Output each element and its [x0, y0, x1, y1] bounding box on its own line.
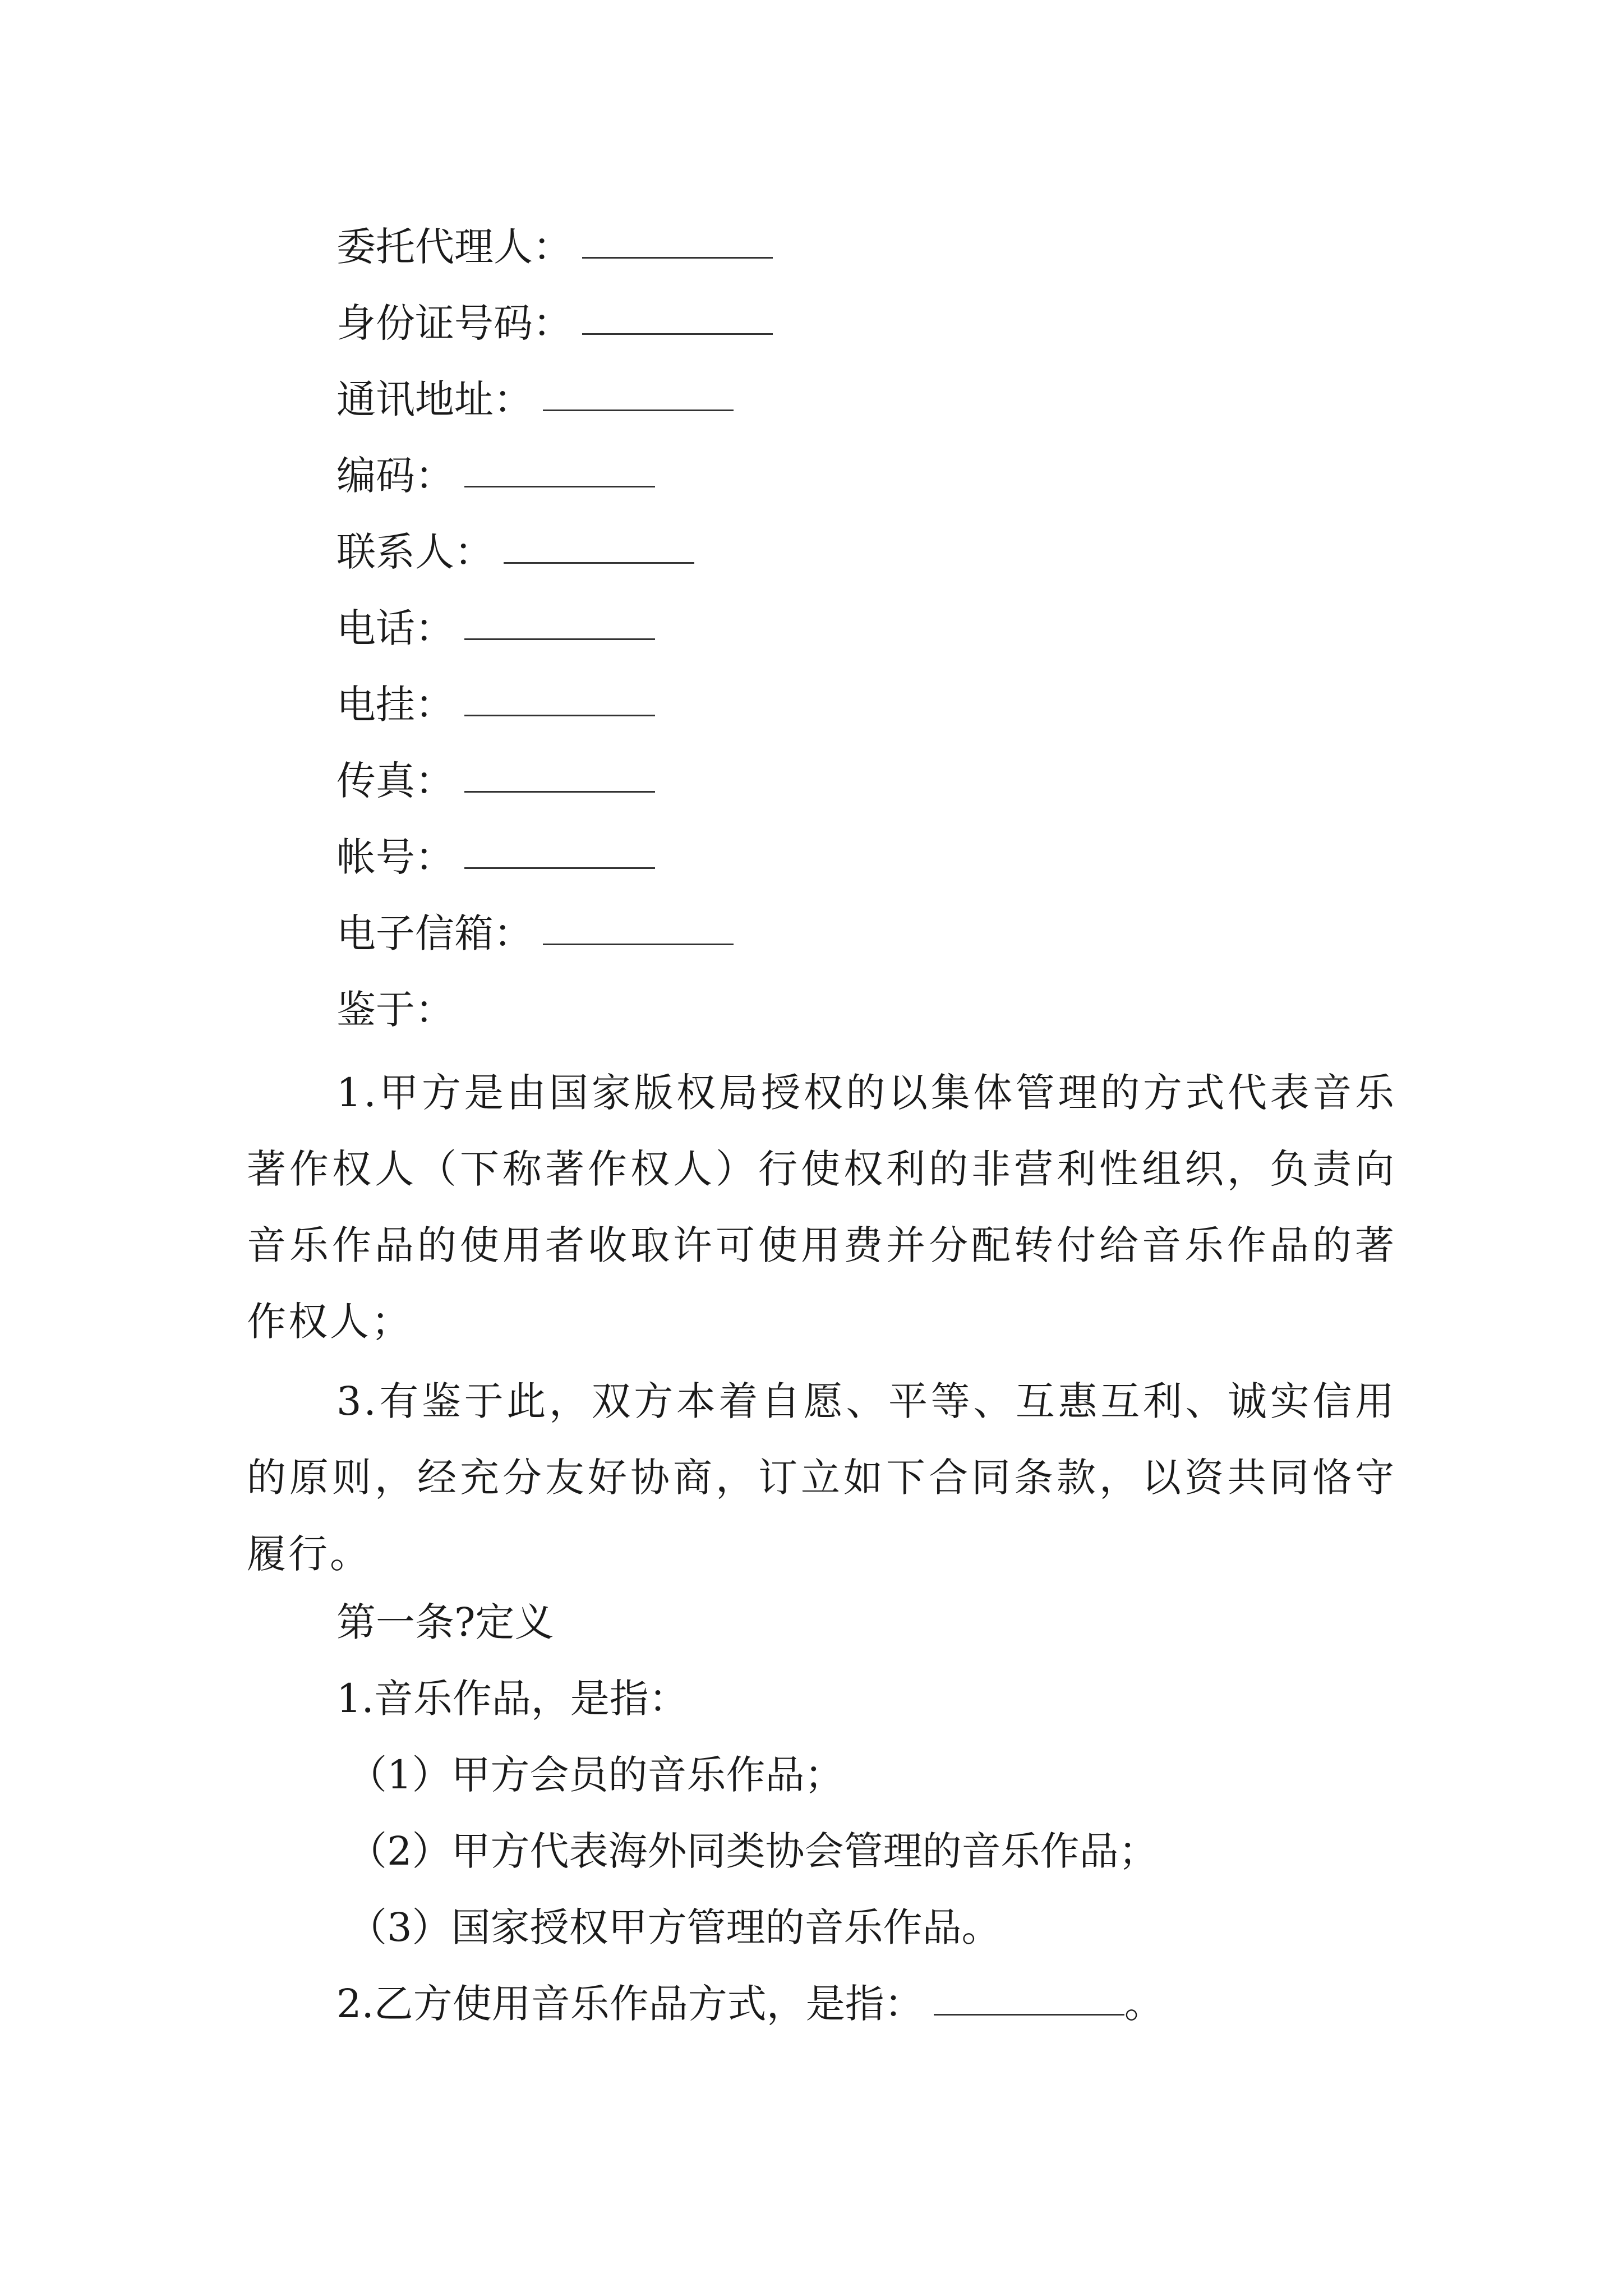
field-label: 电子信箱： [336, 910, 533, 956]
field-label: 编码： [336, 453, 454, 499]
item-2-end: 。 [1124, 1981, 1164, 2027]
field-agent [336, 219, 773, 275]
article-one-subitem-1: （1）甲方会员的音乐作品； [348, 1752, 844, 1798]
field-email [336, 905, 734, 961]
whereas-paragraph-1: 1.甲方是由国家版权局授权的以集体管理的方式代表音乐著作权人（下称著作权人）行使权利的非营利性组织，负责向音乐作品的使用者收取许可使用费并分配转付给音乐作品的著作权人； [247, 1070, 1396, 1345]
fill-in-blank[interactable] [464, 753, 655, 793]
whereas-paragraph-3: 3.有鉴于此，双方本着自愿、平等、互惠互利、诚实信用的原则，经充分友好协商，订立如下合同条款，以资共同恪守履行。 [247, 1378, 1396, 1577]
article-one-subitem-3: （3）国家授权甲方管理的音乐作品。 [348, 1904, 1001, 1950]
field-fax [336, 753, 655, 809]
article-one-item-2 [336, 1976, 1164, 2032]
item-2-text: 2.乙方使用音乐作品方式，是指： [336, 1981, 924, 2027]
field-telegram [336, 677, 655, 733]
field-account [336, 829, 655, 885]
whereas-heading: 鉴于： [336, 987, 454, 1033]
field-label: 帐号： [336, 834, 454, 880]
field-label: 电挂： [336, 682, 454, 728]
fill-in-blank[interactable] [934, 1976, 1124, 2016]
field-label: 电话： [336, 605, 454, 651]
field-phone [336, 600, 655, 656]
field-label: 通讯地址： [336, 376, 533, 422]
field-label: 委托代理人： [336, 224, 572, 270]
fill-in-blank[interactable] [543, 371, 734, 411]
field-label: 传真： [336, 758, 454, 804]
field-contact [336, 524, 694, 580]
fill-in-blank[interactable] [464, 829, 655, 869]
field-address [336, 371, 734, 427]
article-one-subitem-2: （2）甲方代表海外同类协会管理的音乐作品； [348, 1828, 1158, 1874]
fill-in-blank[interactable] [543, 905, 734, 945]
field-label: 联系人： [336, 529, 494, 575]
article-one-item-1: 1.音乐作品，是指： [336, 1676, 688, 1722]
field-id-number [336, 295, 773, 351]
fill-in-blank[interactable] [464, 600, 655, 640]
field-postcode [336, 448, 655, 504]
fill-in-blank[interactable] [464, 677, 655, 716]
fill-in-blank[interactable] [464, 448, 655, 487]
fill-in-blank[interactable] [582, 295, 773, 335]
fill-in-blank[interactable] [582, 219, 773, 259]
article-one-heading: 第一条?定义 [336, 1599, 554, 1645]
field-label: 身份证号码： [336, 300, 572, 346]
fill-in-blank[interactable] [504, 524, 694, 564]
